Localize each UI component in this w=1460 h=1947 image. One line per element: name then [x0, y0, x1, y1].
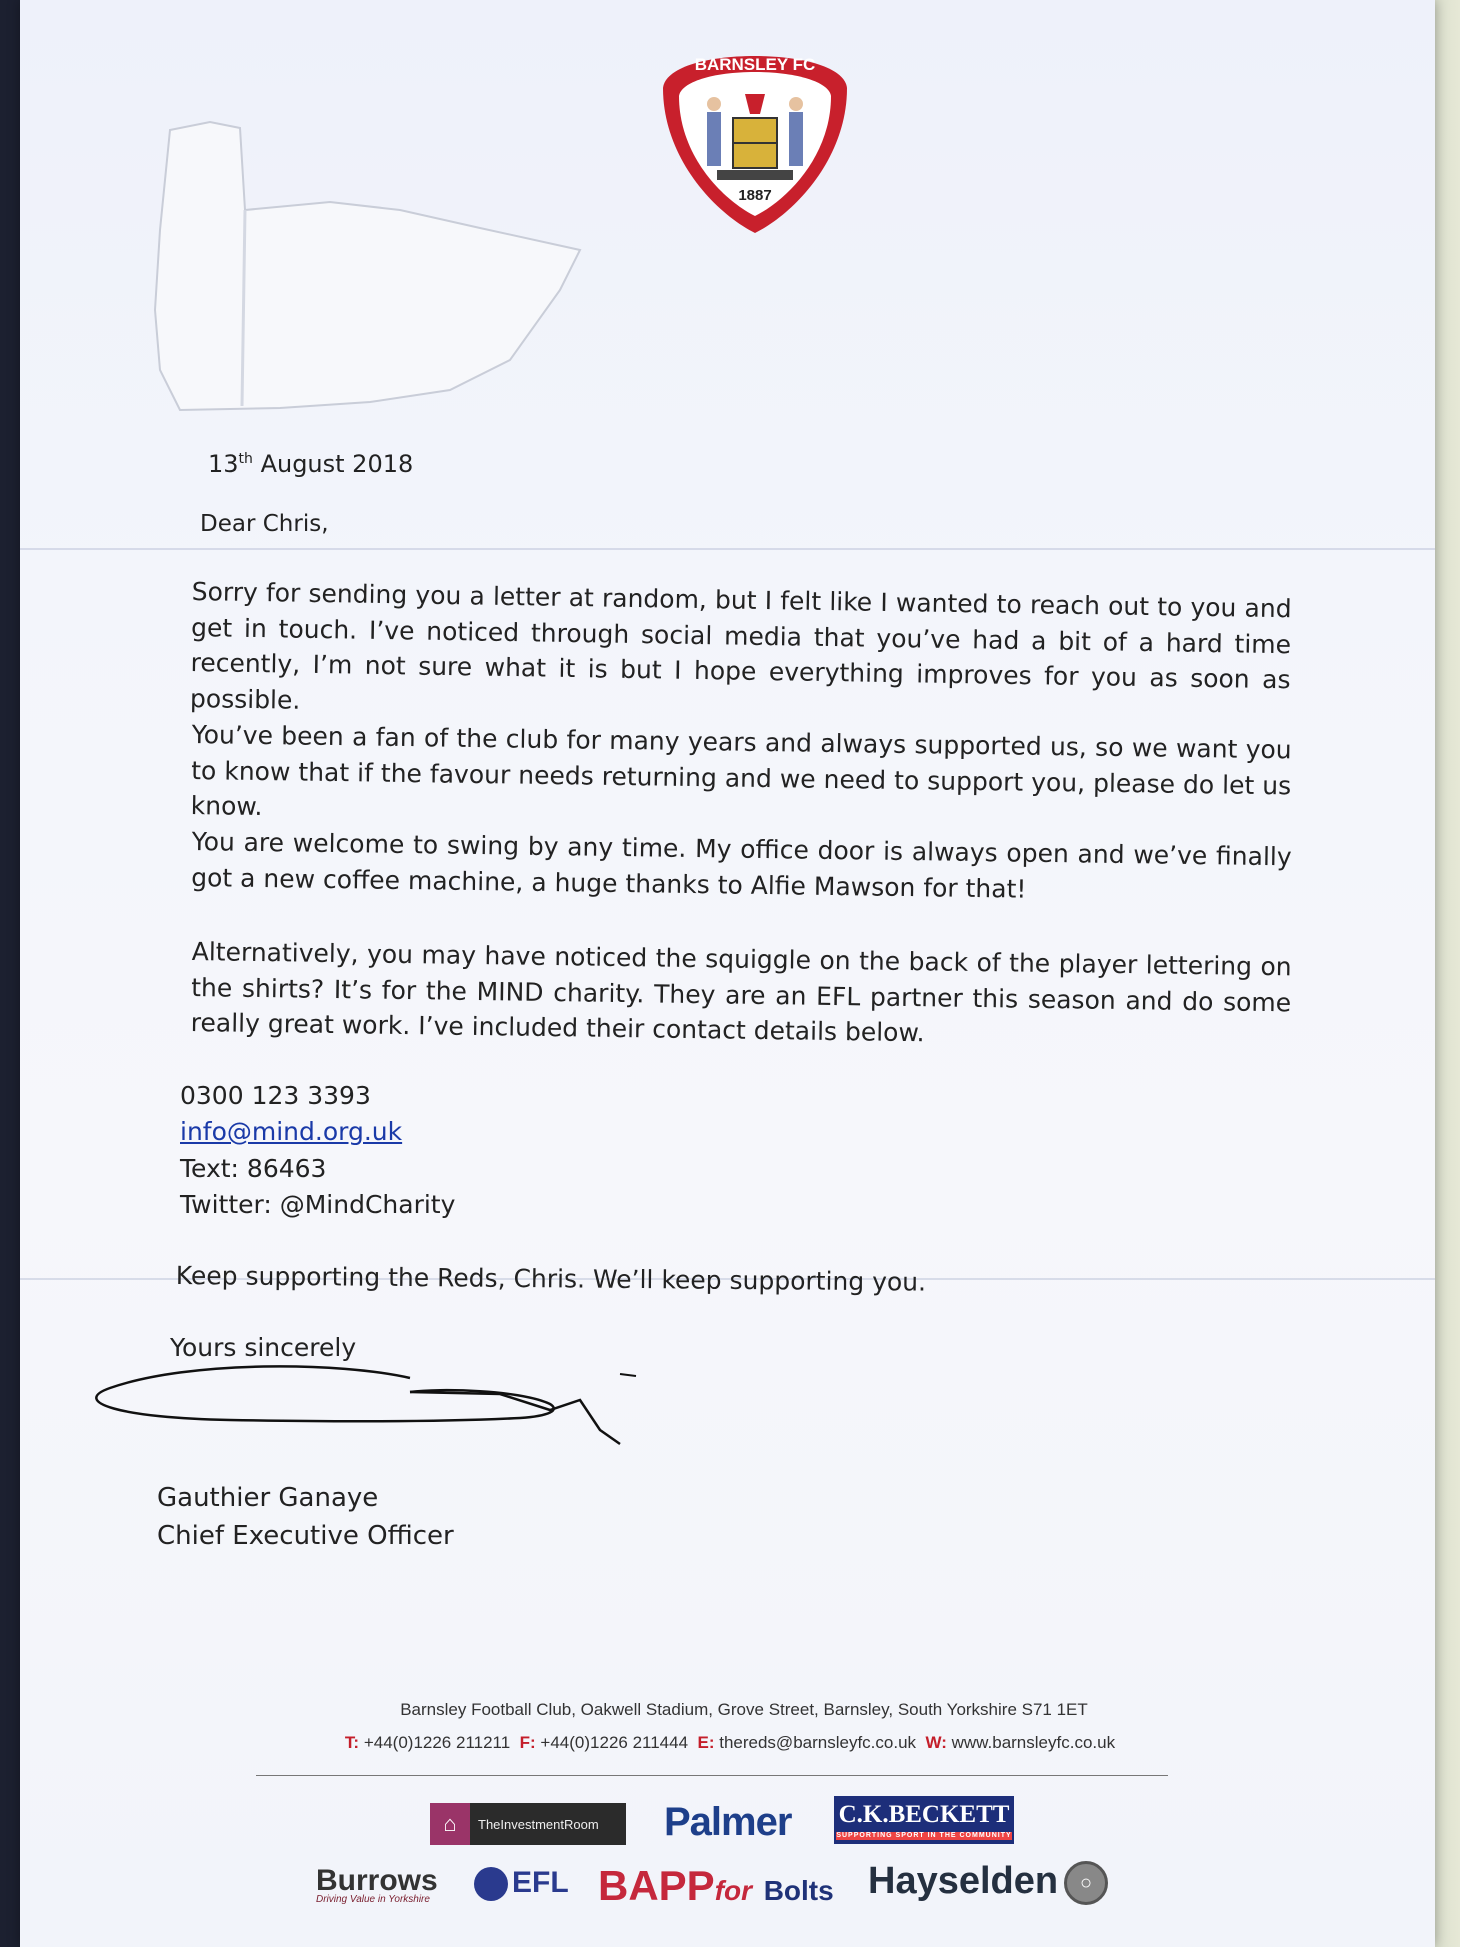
signer-block — [157, 1480, 454, 1555]
letter-paragraph: Alternatively, you may have noticed the squiggle on the back of the player lettering on the shirts? It’s for the MIND charity. They are an EFL partner this season and do some really great work. I’ve included their contact details below. — [190, 936, 1292, 1048]
mind-phone: 0300 123 3393 — [180, 1081, 371, 1110]
vw-badge-icon: ○ — [1064, 1861, 1108, 1905]
signer-name: Gauthier Ganaye — [157, 1483, 379, 1513]
letter-sign-off: Yours sincerely — [170, 1333, 357, 1362]
paper-fold-line — [20, 548, 1435, 550]
crest-name-text: BARNSLEY FC — [694, 55, 816, 74]
signer-title: Chief Executive Officer — [157, 1520, 454, 1551]
sponsor-burrows-logo: Burrows Driving Value in Yorkshire — [316, 1864, 438, 1905]
club-contact-line: T: +44(0)1226 211211 F: +44(0)1226 211444 E: thereds@barnsleyfc.co.uk W: www.barnsleyfc.co.uk — [344, 1733, 1116, 1752]
crest-year-text: 1887 — [738, 187, 772, 204]
letter-closing-line: Keep supporting the Reds, Chris. We’ll keep supporting you. — [175, 1260, 927, 1297]
sponsor-bapp-for-bolts-logo: BAPPfor Bolts — [598, 1862, 834, 1909]
sponsor-investment-room-logo: ⌂ TheInvestmentRoom — [430, 1803, 626, 1845]
efl-ball-icon — [474, 1867, 508, 1901]
mind-text-number: Text: 86463 — [180, 1153, 327, 1183]
house-icon: ⌂ — [430, 1803, 470, 1845]
barnsley-fc-crest-logo — [655, 48, 855, 238]
torn-paper-redaction — [150, 110, 590, 420]
club-email-link[interactable]: thereds@barnsleyfc.co.uk — [719, 1733, 917, 1752]
club-website-link[interactable]: www.barnsleyfc.co.uk — [951, 1733, 1116, 1752]
letter-paragraph: You’ve been a fan of the club for many years and always supported us, so we want you to know that if the favour needs returning and we need to support you, please do let us know. — [190, 719, 1292, 821]
letter-greeting: Dear Chris, — [200, 511, 329, 537]
sponsor-palmer-logo: Palmer — [664, 1800, 792, 1844]
mind-email-link[interactable]: info@mind.org.uk — [180, 1117, 403, 1147]
sponsor-efl-logo: EFL — [474, 1866, 569, 1901]
sponsor-hayselden-logo: Hayselden ○ — [868, 1860, 1108, 1905]
footer-divider — [256, 1775, 1168, 1776]
club-address: Barnsley Football Club, Oakwell Stadium, Grove Street, Barnsley, South Yorkshire S71 1ET — [400, 1700, 1088, 1719]
letter-paragraph: You are welcome to swing by any time. My office door is always open and we’ve finally got a new coffee machine, a huge thanks to Alfie Mawson for that! — [191, 826, 1292, 904]
letter-paragraph: Sorry for sending you a letter at random, but I felt like I wanted to reach out to you and get in touch. I’ve noticed through social media that you’ve had a bit of a hard time recently, I’m not sure what it is but I hope everything improves for you as soon as possible. — [189, 576, 1292, 715]
handwritten-signature — [80, 1360, 640, 1470]
sponsor-ck-beckett-logo: C.K.BECKETT SUPPORTING SPORT IN THE COMMUNITY — [834, 1796, 1014, 1844]
letter-date: 13th August 2018 — [208, 450, 414, 478]
mind-twitter: Twitter: @MindCharity — [180, 1189, 456, 1219]
mind-contact-details — [180, 1078, 455, 1223]
